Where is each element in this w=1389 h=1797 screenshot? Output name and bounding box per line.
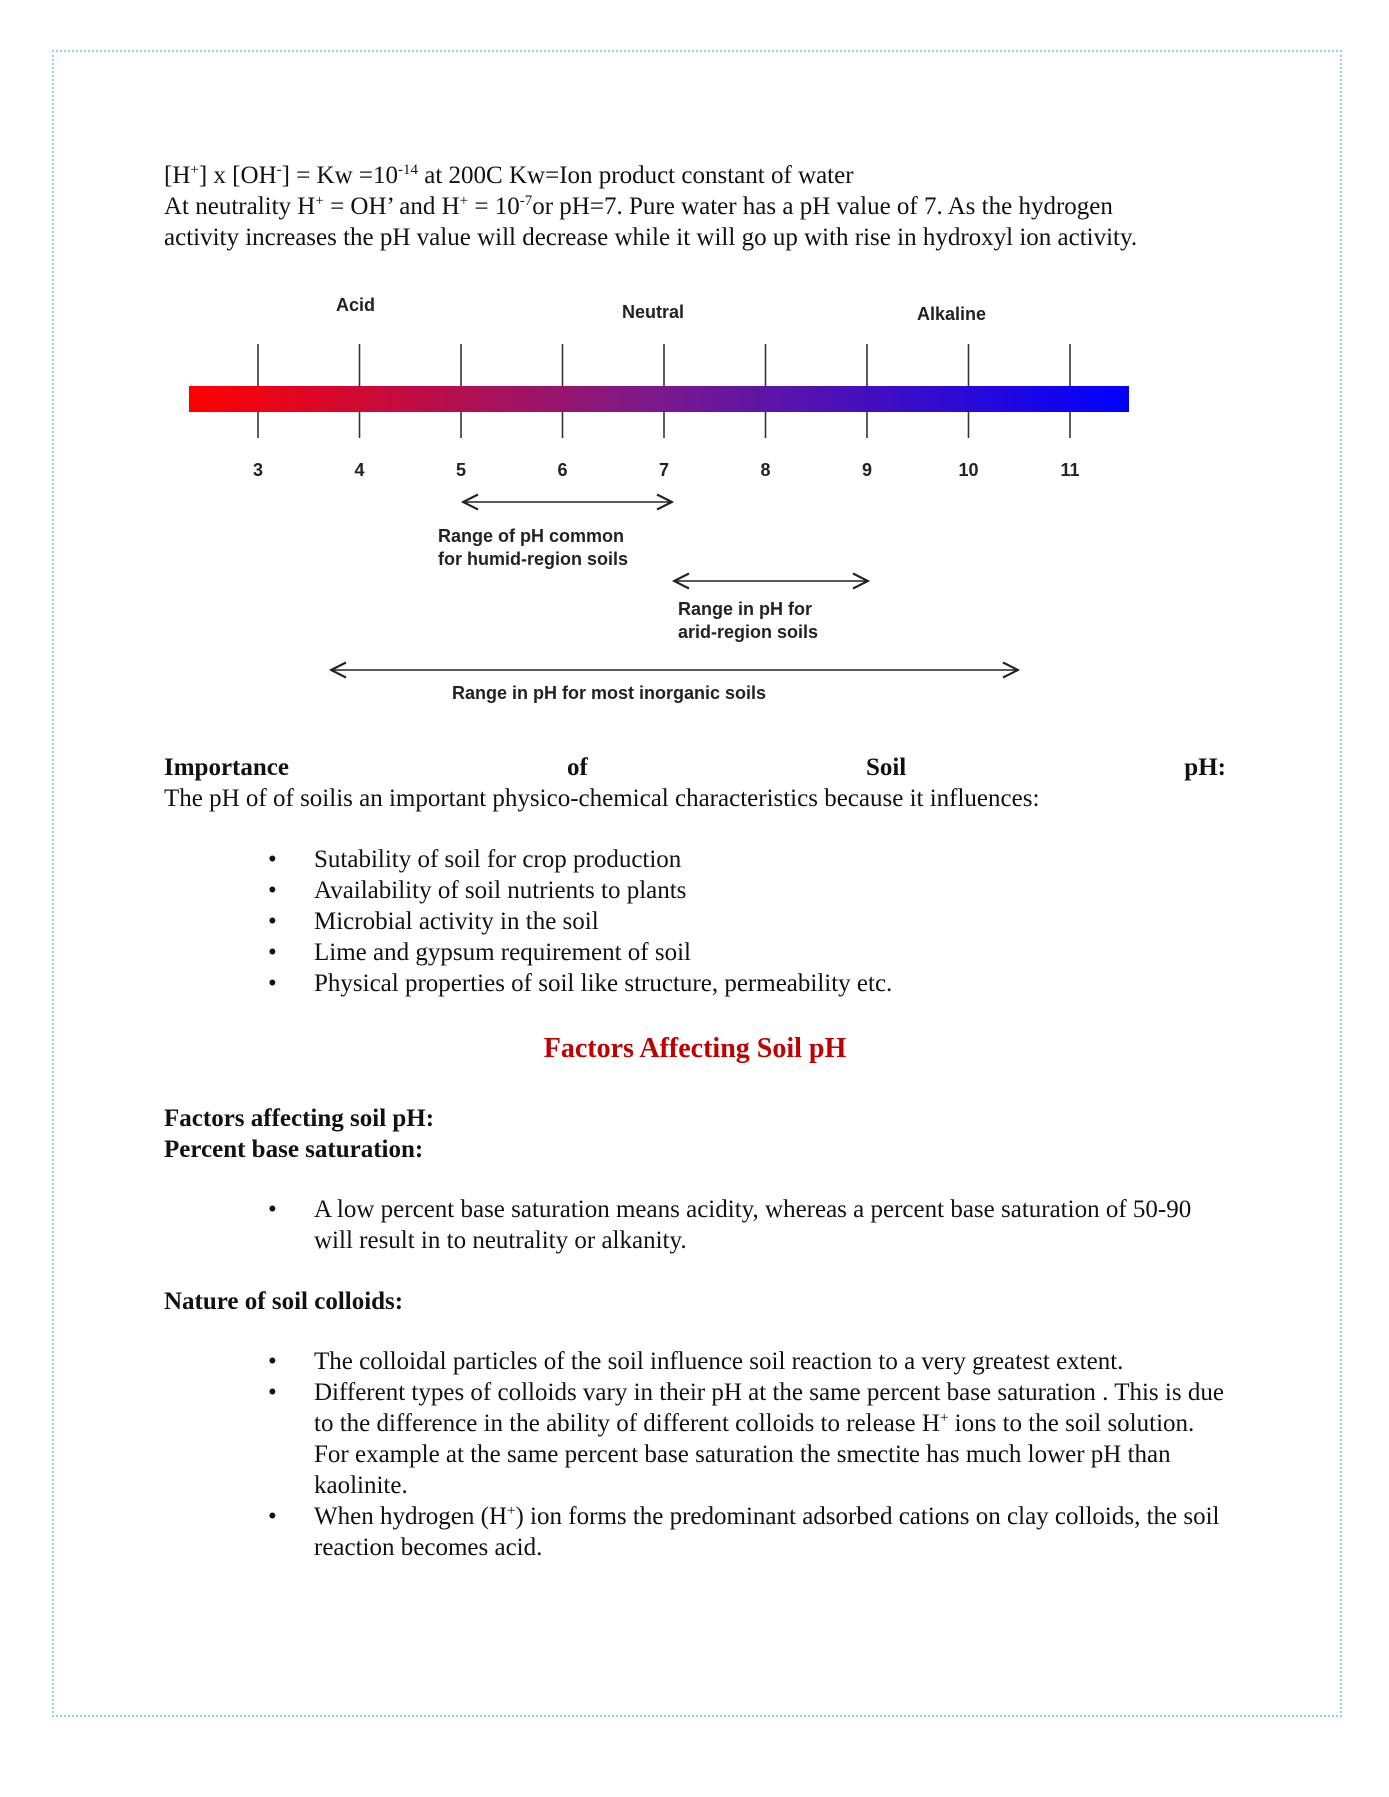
- alkaline-label: Alkaline: [917, 304, 987, 324]
- factors-headings: [164, 1103, 1226, 1165]
- inorganic-range-label: Range in pH for most inorganic soils: [452, 683, 767, 703]
- arid-range-label-2: arid-region soils: [678, 622, 819, 642]
- base-saturation-list: [164, 1194, 1226, 1256]
- tick-label-3: 3: [252, 460, 264, 480]
- list-item: • Microbial activity in the soil: [164, 906, 1226, 937]
- arid-range-label-1: Range in pH for: [678, 599, 812, 619]
- base-saturation-heading: Percent base saturation:: [164, 1136, 424, 1163]
- neutral-label: Neutral: [622, 302, 685, 322]
- tick-label-5: 5: [455, 460, 467, 480]
- list-item: • Availability of soil nutrients to plants: [164, 875, 1226, 906]
- colloids-heading: Nature of soil colloids:: [164, 1288, 404, 1315]
- activity-line: activity increases the pH value will decrease while it will go up with rise in hydroxyl ion activity.: [164, 224, 1138, 251]
- tick-label-8: 8: [760, 460, 771, 480]
- tick-label-group: [253, 460, 1080, 480]
- neutrality-line: At neutrality H+ = OH’ and $H^+ = 10^{-7}or$ pH=7. Pure water has a pH value of 7. As the hydrogen: [164, 193, 1113, 220]
- tick-label-10: 10: [958, 460, 979, 480]
- list-item: • The colloidal particles of the soil influence soil reaction to a very greatest extent.: [164, 1346, 1226, 1377]
- ph-gradient-bar: [189, 386, 1129, 412]
- importance-heading: Importance of Soil pH:: [164, 754, 1226, 781]
- list-item: • Sutability of soil for crop production: [164, 844, 1226, 875]
- list-item: • Lime and gypsum requirement of soil: [164, 937, 1226, 968]
- importance-text: The pH of of soilis an important physico-chemical characteristics because it influences:: [164, 785, 1040, 812]
- tick-label-11: 11: [1060, 460, 1080, 480]
- list-item: • Physical properties of soil like structure, permeability etc.: [164, 968, 1226, 999]
- tick-label-7: 7: [658, 460, 670, 480]
- kw-equation-line: [H+] x $[OH^-] = Kw =10^{-14}$ at 200C Kw=Ion product constant of water: [164, 162, 854, 189]
- humid-range-label-1: Range of pH common: [438, 526, 625, 546]
- section-title: Factors Affecting Soil pH: [543, 1033, 847, 1064]
- list-item: • A low percent base saturation means acidity, whereas a percent base saturation of 50-90 will result in to neutrality or alkanity.: [164, 1194, 1226, 1256]
- colloids-list: [164, 1346, 1226, 1563]
- intro-paragraph: [164, 160, 1226, 253]
- tick-label-6: 6: [557, 460, 568, 480]
- humid-range-label-2: for humid-region soils: [438, 549, 629, 569]
- importance-list: [164, 844, 1226, 999]
- tick-label-4: 4: [354, 460, 365, 480]
- importance-section: [164, 752, 1226, 814]
- tick-label-9: 9: [861, 460, 873, 480]
- factors-heading: Factors affecting soil pH:: [164, 1105, 435, 1132]
- acid-label: Acid: [336, 295, 376, 315]
- ph-scale-diagram: [176, 288, 1156, 708]
- list-item: • When hydrogen (H+) ion forms the predominant adsorbed cations on clay colloids, the soil reaction becomes acid.: [164, 1501, 1226, 1563]
- list-item: • Different types of colloids vary in their pH at the same percent base saturation . This is due to the difference in the ability of different colloids to release H+ ions to the soil solution. For example at the same percent base saturation the smectite has much lower pH than kaolinite.: [164, 1377, 1226, 1501]
